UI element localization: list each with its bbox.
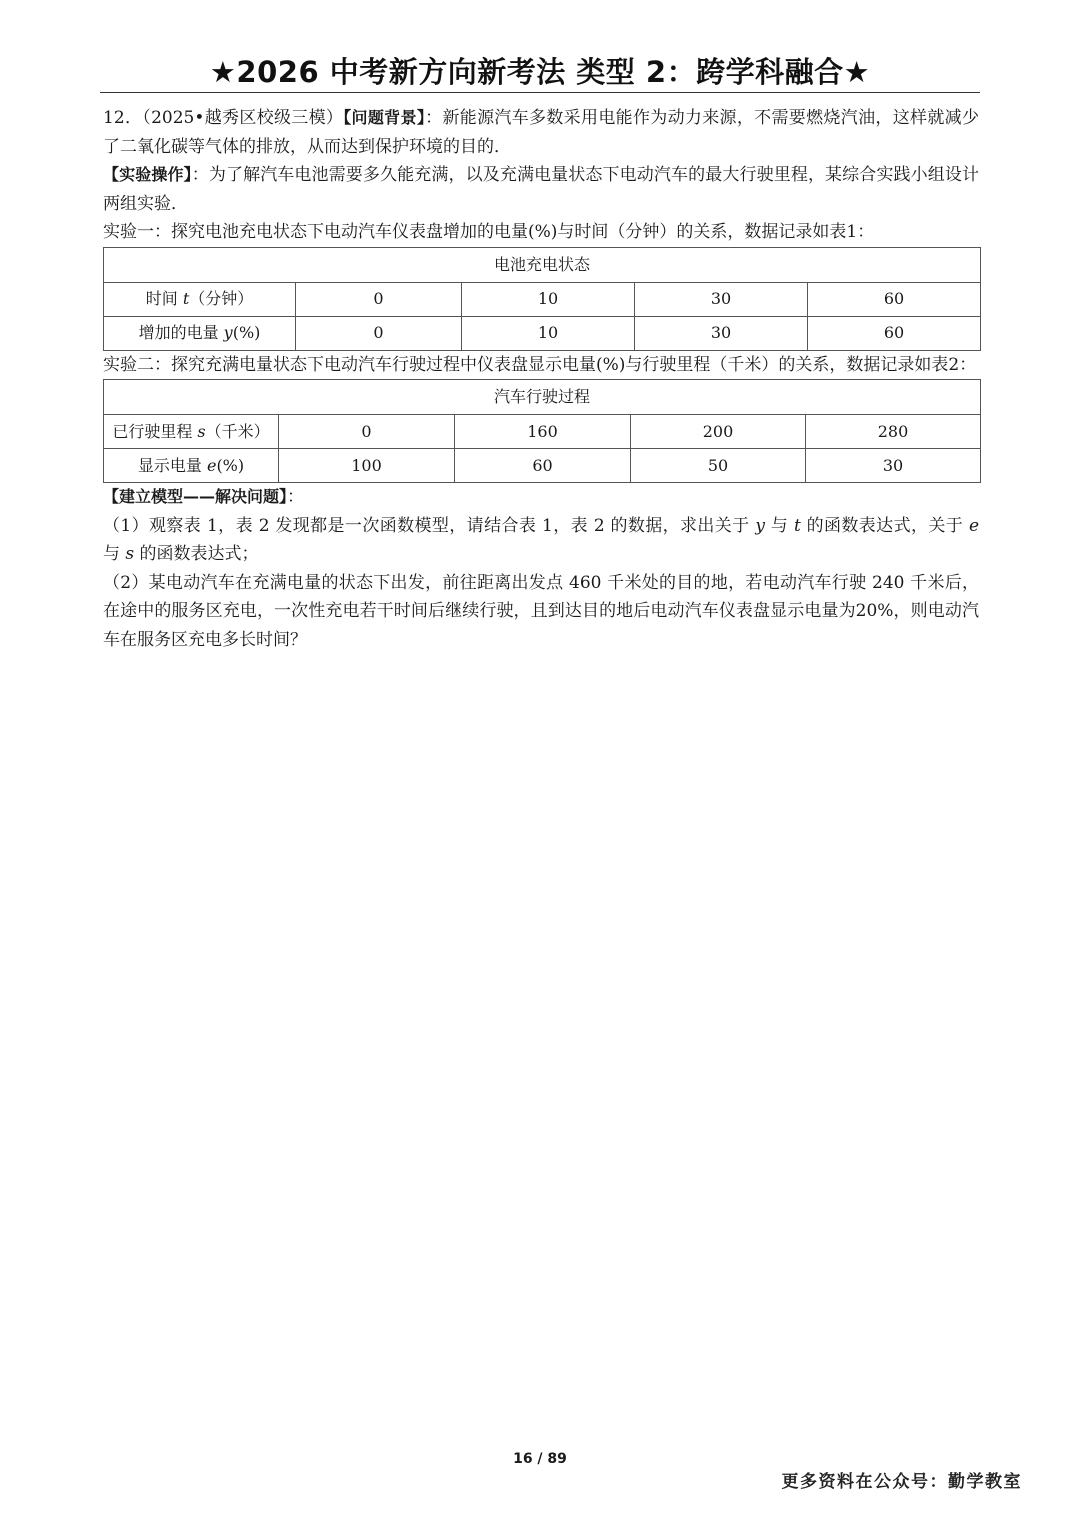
background-tag: 【问题背景】 (343, 108, 426, 127)
variable-y: y (755, 515, 765, 536)
table-charging-state (103, 247, 981, 351)
page-number: 16 / 89 (513, 1451, 567, 1467)
experiment-one-text: 实验一：探究电池充电状态下电动汽车仪表盘增加的电量(%)与时间（分钟）的关系，数据记录如表1： (103, 222, 875, 242)
table2-row1-variable: s (197, 421, 206, 441)
question-one-text-f: 的函数表达式； (134, 544, 259, 564)
table1-row1-label (104, 282, 296, 316)
table1-row2-label (104, 316, 296, 350)
table-cell: 10 (462, 282, 635, 316)
table1-row2-label-b: (%) (232, 323, 261, 342)
table1-row2-variable: y (223, 323, 233, 342)
table-cell: 0 (296, 282, 462, 316)
table-row (104, 282, 981, 316)
question-one-text-b: 与 (764, 515, 794, 536)
table2-row2-label-a: 显示电量 (137, 455, 207, 475)
table-cell: 200 (631, 415, 806, 449)
table-cell: 0 (279, 415, 455, 449)
table2-caption: 汽车行驶过程 (104, 380, 981, 415)
table1-row1-label-a: 时间 (145, 289, 183, 308)
table-cell: 50 (631, 449, 806, 483)
model-tag: 【建立模型——解决问题】 (103, 487, 288, 506)
table1-row2-label-a: 增加的电量 (138, 323, 224, 342)
table2-row1-label (104, 415, 279, 449)
page-title: ★2026 中考新方向新考法 类型 2：跨学科融合★ (209, 55, 871, 89)
table-cell: 60 (455, 449, 631, 483)
table-cell: 30 (635, 282, 808, 316)
table1-row1-variable: t (182, 289, 190, 308)
table2-row1-label-a: 已行驶里程 (112, 421, 198, 441)
table-cell: 100 (279, 449, 455, 483)
table2-row2-variable: e (206, 455, 217, 475)
problem-background (103, 104, 979, 161)
operation-tag: 【实验操作】 (103, 165, 192, 184)
question-two: （2）某电动汽车在充满电量的状态下出发，前往距离出发点 460 千米处的目的地，若电动汽车行驶 240 千米后，在途中的服务区充电，一次性充电若干时间后继续行驶，且到达目的地后电动汽车仪表盘显示电量为20%，则电动汽车在服务区充电多长时间？ (103, 572, 979, 650)
table-cell: 60 (808, 282, 981, 316)
background-text: ：新能源汽车多数采用电能作为动力来源，不需要燃烧汽油，这样就减少了二氧化碳等气体的排放，从而达到保护环境的目的． (103, 108, 979, 157)
table-cell: 10 (462, 316, 635, 350)
problem-body (103, 104, 979, 654)
table-cell: 280 (806, 415, 981, 449)
table1-caption: 电池充电状态 (104, 247, 981, 282)
table2-row2-label-b: (%) (216, 455, 245, 475)
table-cell: 60 (808, 316, 981, 350)
table-row (104, 449, 981, 483)
table1-row1-label-b: （分钟） (189, 289, 254, 308)
table-driving-process (103, 379, 981, 483)
operation-text: ：为了解汽车电池需要多久能充满，以及充满电量状态下电动汽车的最大行驶里程，某综合实践小组设计两组实验． (103, 165, 979, 214)
table-cell: 0 (296, 316, 462, 350)
variable-s: s (125, 544, 135, 564)
header-divider (100, 92, 980, 93)
question-one-text-c: 的函数表达式，关于 (800, 515, 969, 536)
variable-e: e (968, 515, 979, 536)
question-one-text-d: 与 (103, 544, 126, 564)
table-cell: 160 (455, 415, 631, 449)
table-row (104, 316, 981, 350)
variable-t: t (793, 515, 801, 536)
table-cell: 30 (806, 449, 981, 483)
table2-row2-label (104, 449, 279, 483)
table-cell: 30 (635, 316, 808, 350)
experiment-operation (103, 161, 979, 218)
footer-promo: 更多资料在公众号：勤学教室 (781, 1472, 1022, 1492)
problem-number: 12．（2025•越秀区校级三模） (103, 108, 344, 128)
table-row (104, 415, 981, 449)
question-one (103, 512, 979, 569)
experiment-two-text: 实验二：探究充满电量状态下电动汽车行驶过程中仪表盘显示电量(%)与行驶里程（千米）的关系，数据记录如表2： (103, 354, 977, 375)
model-colon: ： (287, 487, 305, 507)
table2-row1-label-b: （千米） (205, 421, 270, 441)
model-heading (103, 483, 979, 512)
question-one-text-a: （1）观察表 1，表 2 发现都是一次函数模型，请结合表 1，表 2 的数据，求出关于 (103, 515, 756, 536)
